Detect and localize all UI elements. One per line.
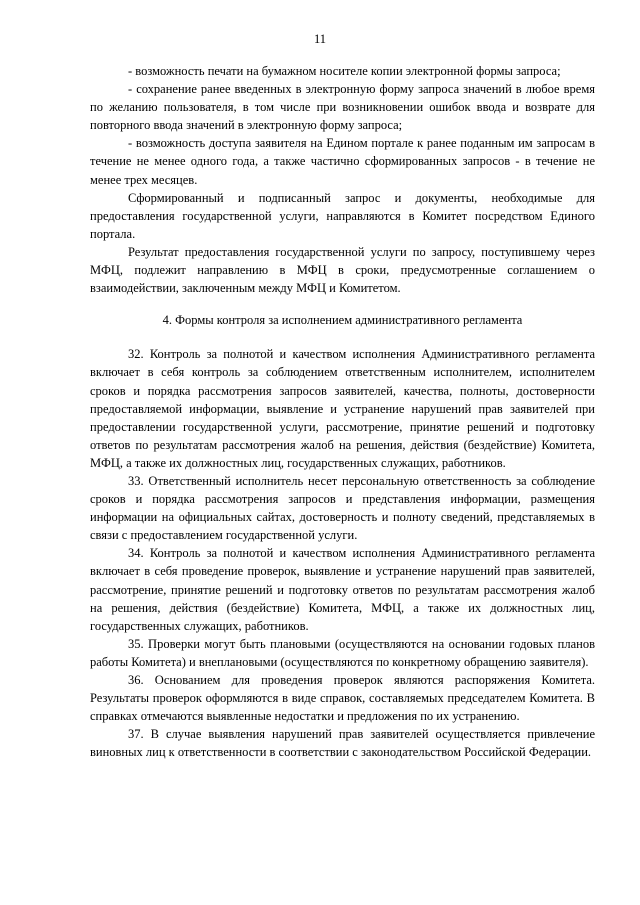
- paragraph: 34. Контроль за полнотой и качеством исполнения Административного регламента включает в себя проведение проверок, выявление и устранение нарушений прав заявителей, рассмотрение, принятие решений и подготовку ответов по результатам рассмотрения жалоб на решения, действия (бездействие) Комитета, МФЦ, а также их должностных лиц, государственных служащих, работников.: [90, 546, 595, 633]
- paragraph: 37. В случае выявления нарушений прав заявителей осуществляется привлечение виновных лиц к ответственности в соответствии с законодательством Российской Федерации.: [90, 727, 595, 760]
- paragraph: 36. Основанием для проведения проверок являются распоряжения Комитета. Результаты проверок оформляются в виде справок, составляемых председателем Комитета. В справках отмечаются выявленные недостатки и предложения по их устранению.: [90, 673, 595, 724]
- paragraph: 33. Ответственный исполнитель несет персональную ответственность за соблюдение сроков и порядка рассмотрения запросов и представления информации, размещения информации на официальных сайтах, достоверность и полноту сведений, представляемых в связи с предоставлением государственной услуги.: [90, 473, 595, 543]
- paragraph: - сохранение ранее введенных в электронную форму запроса значений в любое время по желанию пользователя, в том числе при возникновении ошибок ввода и возврате для повторного ввода значений в электронную форму запроса;: [90, 82, 595, 133]
- section-heading: 4. Формы контроля за исполнением административного регламента: [162, 313, 523, 328]
- page-number: 11: [313, 32, 327, 46]
- paragraph: 32. Контроль за полнотой и качеством исполнения Административного регламента включает в себя контроль за соблюдением ответственным исполнителем, исполнителем сроков и порядка рассмотрения запросов заявителей, качества, полноты, достоверности предоставляемой информации, выявление и устранение нарушений прав заявителей при предоставлении государственной услуги, рассмотрение, принятие решений и подготовку ответов по результатам рассмотрения жалоб на решения, действия (бездействие) Комитета, МФЦ, а также их должностных лиц, государственных служащих, работников.: [90, 347, 595, 470]
- document-body: [90, 62, 595, 761]
- paragraph: 35. Проверки могут быть плановыми (осуществляются на основании годовых планов работы Комитета) и внеплановыми (осуществляются по конкретному обращению заявителя).: [90, 636, 595, 669]
- paragraph: - возможность доступа заявителя на Едином портале к ранее поданным им запросам в течение не менее одного года, а также частично сформированных запросов - в течение не менее трех месяцев.: [90, 136, 595, 187]
- paragraph: Сформированный и подписанный запрос и документы, необходимые для предоставления государственной услуги, направляются в Комитет посредством Единого портала.: [90, 190, 595, 241]
- paragraph: - возможность печати на бумажном носителе копии электронной формы запроса;: [128, 64, 561, 78]
- paragraph: Результат предоставления государственной услуги по запросу, поступившему через МФЦ, подлежит направлению в МФЦ в сроки, предусмотренные соглашением о взаимодействии, заключенным между МФЦ и Комитетом.: [90, 244, 595, 296]
